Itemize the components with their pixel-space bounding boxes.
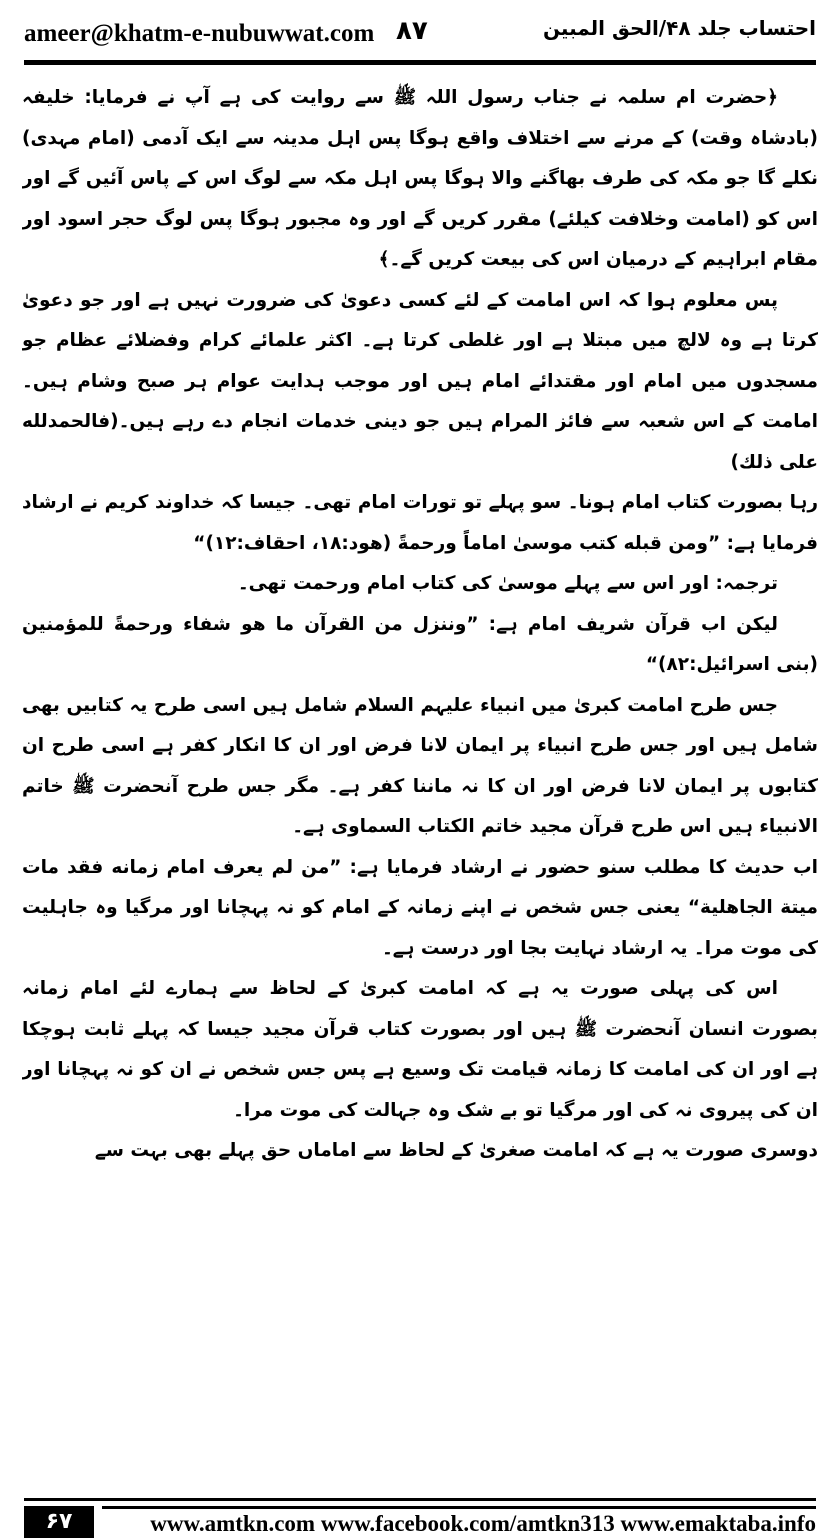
footer-divider — [24, 1498, 816, 1501]
header-email: ameer@khatm-e-nubuwwat.com — [24, 20, 375, 47]
paragraph-translation: ترجمہ: اور اس سے پہلے موسیٰ کی کتاب امام ورحمت تھی۔ — [237, 573, 778, 594]
footer-page-number: ۶۷ — [24, 1506, 94, 1538]
page-body — [22, 78, 818, 1478]
paragraph-first-form: اس کی پہلی صورت یہ ہے کہ امامت کبریٰ کے لحاظ سے ہمارے لئے امام زمانہ بصورت انسان آنحضرت ﷺ ہیں اور بصورت کتاب قرآن مجید جیسا کہ پہلے ثابت ہوچکا ہے اور ان کی امامت کا زمانہ قیامت تک وسیع ہے پس جس شخص نے ان کو نہ پہچانا اور ان کی پیروی نہ کی اور مرگیا تو بے شک وہ جہالت کی موت مرا۔ — [22, 978, 818, 1121]
footer-links: www.amtkn.com www.facebook.com/amtkn313 www.emaktaba.info — [102, 1506, 816, 1538]
paragraph-imamat-kubra: جس طرح امامت کبریٰ میں انبیاء علیہم السلام شامل ہیں اسی طرح یہ کتابیں بھی شامل ہیں اور جس طرح انبیاء پر ایمان لانا فرض اور ان کا انکار کفر ہے اسی طرح ان کتابوں پر ایمان لانا فرض اور ان کا نہ ماننا کفر ہے۔ مگر جس طرح آنحضرت ﷺ خاتم الانبیاء ہیں اس طرح قرآن مجید خاتم الکتاب السماوی ہے۔ — [22, 694, 818, 837]
header-book-title: احتساب جلد ۴۸/الحق المبین — [542, 16, 816, 40]
paragraph-hadith-meaning: اب حدیث کا مطلب سنو حضور نے ارشاد فرمایا ہے: ”من لم یعرف امام زمانه فقد مات میتة الجاهلیة“ یعنی جس شخص نے اپنے زمانہ کے امام کو نہ پہچانا اور مرگیا وہ جاہلیت کی موت مرا۔ یہ ارشاد نہایت بجا اور درست ہے۔ — [22, 856, 818, 959]
paragraph-second-form: دوسری صورت یہ ہے کہ امامت صغریٰ کے لحاظ سے اماماں حق پہلے بھی بہت سے — [94, 1140, 818, 1161]
page-header — [24, 14, 816, 52]
header-page-number: ۸۷ — [396, 16, 428, 46]
header-divider — [24, 60, 816, 65]
paragraph-quran-imam: لیکن اب قرآن شریف امام ہے: ”وننزل من القرآن ما هو شفاء ورحمةً للمؤمنین (بنی اسرائیل:۸۲)“ — [22, 613, 818, 675]
paragraph-conclusion: پس معلوم ہوا کہ اس امامت کے لئے کسی دعویٰ کی ضرورت نہیں ہے اور جو دعویٰ کرتا ہے وہ لالچ میں مبتلا ہے اور غلطی کرتا ہے۔ اکثر علمائے کرام وفضلائے عظام جو مسجدوں میں امام اور مقتدائے امام ہیں اور موجب ہدایت عوام ہر صبح وشام ہیں۔ امامت کے اس شعبہ سے فائز المرام ہیں جو دینی خدمات انجام دے رہے ہیں۔(فالحمدلله علی ذلك) — [22, 289, 818, 473]
paragraph-hadith: ﴿حضرت ام سلمہ نے جناب رسول اللہ ﷺ سے روایت کی ہے آپ نے فرمایا: خلیفہ (بادشاہ وقت) کے مرنے سے اختلاف واقع ہوگا پس اہل مدینہ سے ایک آدمی (امام مہدی) نکلے گا جو مکہ کی طرف بھاگنے والا ہوگا پس اہل مکہ سے لوگ اس کے پاس آئیں گے اور اس کو (امامت وخلافت کیلئے) مقرر کریں گے اور وہ مجبور ہوگا پس لوگ حجر اسود اور مقام ابراہیم کے درمیان اس کی بیعت کریں گے۔﴾ — [22, 87, 818, 270]
paragraph-book-imam: رہا بصورت کتاب امام ہونا۔ سو پہلے تو تورات امام تھی۔ جیسا کہ خداوند کریم نے ارشاد فرمایا ہے: ”ومن قبله کتب موسیٰ اماماً ورحمةً (هود:۱۸، احقاف:۱۲)“ — [22, 492, 818, 554]
